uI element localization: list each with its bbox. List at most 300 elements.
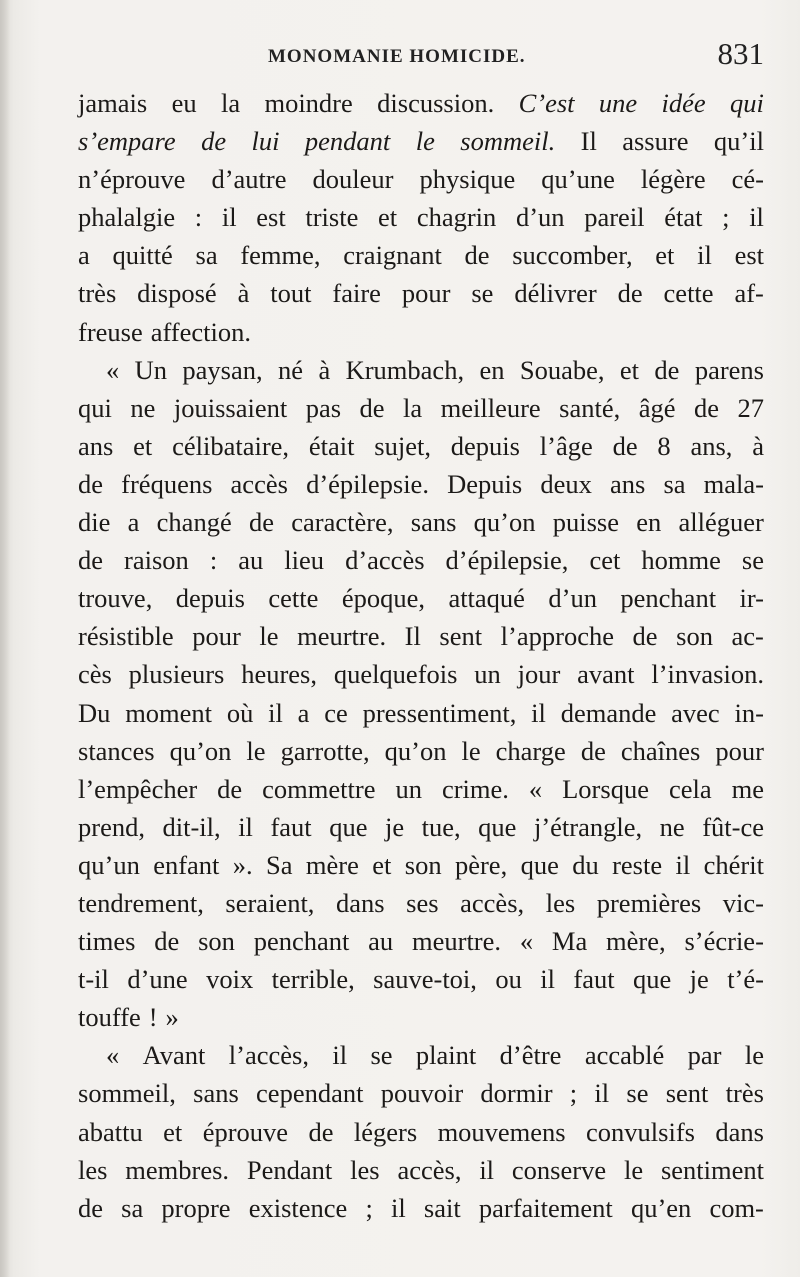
word: de [694, 392, 720, 423]
word: d’épilepsie, [445, 545, 569, 576]
word: triste [305, 202, 359, 233]
word: pareil [584, 202, 645, 233]
word: quitté [112, 240, 173, 271]
word: chérit [703, 849, 764, 880]
word: état [664, 202, 703, 233]
word: Sa [266, 849, 293, 880]
word: et [655, 240, 675, 271]
word: les [545, 887, 576, 918]
word: Ma [551, 926, 588, 957]
page-gutter-shadow [0, 0, 10, 1277]
running-head: MONOMANIE HOMICIDE. [268, 46, 526, 67]
word: pas [305, 392, 342, 423]
word: ». [232, 849, 253, 880]
word: de [617, 278, 643, 309]
word: sent [439, 621, 483, 652]
word: qui [730, 88, 764, 118]
word: voix [206, 964, 254, 995]
text-line [78, 313, 764, 351]
word: qu’il [713, 126, 764, 157]
word: depuis [175, 583, 245, 614]
word: à [237, 278, 250, 309]
word: conserve [511, 1154, 607, 1185]
word: l’âge [539, 430, 593, 461]
text-line [78, 1189, 764, 1227]
text-line [78, 884, 764, 922]
word: Avant [142, 1040, 206, 1071]
word: raison [124, 545, 189, 576]
word: cet [589, 545, 621, 576]
word: freuse [78, 316, 143, 347]
page-number: 831 [717, 36, 764, 71]
word: craignant [343, 240, 442, 271]
word: de [308, 1116, 334, 1147]
word: un [474, 659, 501, 690]
word: premières [596, 887, 702, 918]
word: il [221, 202, 237, 233]
word: en [479, 354, 505, 385]
word: se [741, 545, 764, 576]
word: ac- [731, 621, 764, 652]
word: d’autre [211, 164, 287, 195]
word: cès [78, 659, 112, 690]
word: fût-ce [702, 811, 764, 842]
word: de [580, 735, 606, 766]
word: ; [365, 1192, 373, 1223]
word: existence [248, 1192, 348, 1223]
word: ans [78, 430, 114, 461]
word: la [403, 392, 423, 423]
word: convulsifs [586, 1116, 695, 1147]
word: une [598, 88, 638, 118]
word: au [368, 926, 394, 957]
word: de [464, 240, 490, 271]
word: se [626, 1078, 649, 1109]
word: où [226, 697, 254, 728]
word: ne [659, 811, 685, 842]
word: se [471, 278, 494, 309]
word: 27 [737, 392, 764, 423]
word: ; [569, 1078, 578, 1109]
word: stances [78, 735, 155, 766]
word: jour [517, 659, 561, 690]
word: Lorsque [562, 773, 649, 804]
text-line [78, 427, 764, 465]
word: délivrer [514, 278, 597, 309]
text-line [78, 1151, 764, 1189]
word: chaînes [620, 735, 701, 766]
word: pendant [304, 126, 391, 157]
word: puisse [552, 507, 619, 538]
word: l’accès, [228, 1040, 309, 1071]
word: tendrement, [78, 887, 204, 918]
word: alléguer [678, 507, 764, 538]
word: son [676, 621, 713, 652]
text-line [78, 579, 764, 617]
word: deux [540, 468, 592, 499]
word: touffe [78, 1002, 141, 1033]
body-text [78, 84, 764, 1227]
word: sa [663, 468, 686, 499]
word: et [163, 1116, 183, 1147]
word: ir- [739, 583, 764, 614]
word: accès [230, 468, 288, 499]
word: le [246, 735, 266, 766]
word: : [209, 545, 218, 576]
word: sa [121, 1192, 144, 1223]
word: cé- [731, 164, 764, 195]
word: penchant [620, 583, 717, 614]
text-line [78, 274, 764, 312]
word: t-il [78, 964, 109, 995]
word: dit-il, [162, 811, 221, 842]
text-line [78, 1074, 764, 1112]
word: d’un [548, 583, 597, 614]
word: ! [148, 1002, 158, 1033]
word: douleur [312, 164, 394, 195]
word: in- [734, 697, 764, 728]
word: en [636, 507, 662, 538]
word: faut [573, 964, 615, 995]
word: n’éprouve [78, 164, 186, 195]
word: les [350, 1154, 380, 1185]
word: très [78, 278, 117, 309]
text-line [78, 503, 764, 541]
word: la [220, 88, 241, 118]
word: que [329, 811, 368, 842]
word: penchant [253, 926, 350, 957]
word: : [194, 202, 203, 233]
word: il [531, 697, 546, 728]
word: fréquens [121, 468, 213, 499]
word: d’un [515, 202, 565, 233]
word: époque, [341, 583, 425, 614]
word: l’empêcher [78, 773, 198, 804]
word: que [520, 849, 559, 880]
word: son [404, 849, 442, 880]
word: sans [193, 1078, 239, 1109]
word: plusieurs [128, 659, 225, 690]
text-line [78, 655, 764, 693]
word: demande [560, 697, 657, 728]
word: il [594, 1078, 610, 1109]
word: membres. [125, 1154, 230, 1185]
word: est [256, 202, 286, 233]
word: cela [668, 773, 712, 804]
word: qu’on [473, 507, 536, 538]
word: t’é- [727, 964, 764, 995]
word: par [687, 1040, 722, 1071]
text-line [78, 922, 764, 960]
text-line [78, 694, 764, 732]
word: de [78, 1192, 104, 1223]
word: jouissaient [173, 392, 288, 423]
word: d’une [127, 964, 188, 995]
word: santé, [559, 392, 621, 423]
word: ses [406, 887, 439, 918]
word: faire [332, 278, 381, 309]
word: sommeil. [460, 126, 556, 157]
text-line [78, 465, 764, 503]
word: il [391, 1192, 406, 1223]
word: sans [410, 507, 457, 538]
word: jamais [78, 88, 148, 118]
word: times [78, 926, 136, 957]
word: chagrin [416, 202, 497, 233]
word: moment [125, 697, 213, 728]
word: et [133, 430, 153, 461]
word: né [278, 354, 304, 385]
word: qui [78, 392, 112, 423]
word: les [78, 1154, 108, 1185]
word: pour [192, 621, 241, 652]
word: parfaitement [478, 1192, 613, 1223]
word: l’invasion. [651, 659, 764, 690]
word: assure [622, 126, 689, 157]
word: de [78, 545, 104, 576]
word: éprouve [202, 1116, 289, 1147]
word: que [632, 964, 672, 995]
word: et [372, 849, 392, 880]
word: le [623, 1154, 644, 1185]
word: meurtre. [297, 621, 387, 652]
word: die [78, 507, 111, 538]
word: Il [580, 126, 597, 157]
text-line [78, 998, 764, 1036]
word: discussion. [377, 88, 495, 118]
word: célibataire, [172, 430, 290, 461]
text-line [78, 351, 764, 389]
word: pour [715, 735, 764, 766]
word: s’empare [78, 126, 176, 157]
word: sentiment [660, 1154, 764, 1185]
word: sujet, [374, 430, 431, 461]
word: Il [404, 621, 421, 652]
word: 8 [657, 430, 671, 461]
word: est [734, 240, 764, 271]
word: terrible, [271, 964, 355, 995]
text-line [78, 846, 764, 884]
word: qu’un [78, 849, 140, 880]
word: et [378, 202, 398, 233]
text-line [78, 389, 764, 427]
word: de [248, 507, 274, 538]
word: de [632, 621, 658, 652]
word: » [165, 1002, 179, 1033]
word: ; [722, 202, 730, 233]
word: affection. [150, 316, 251, 347]
text-line [78, 808, 764, 846]
word: « [528, 773, 543, 804]
word: de [154, 926, 180, 957]
word: reste [612, 849, 663, 880]
word: Pendant [246, 1154, 333, 1185]
word: phalalgie [78, 202, 176, 233]
word: très [725, 1078, 764, 1109]
word: crime. [441, 773, 509, 804]
word: commettre [262, 773, 376, 804]
text-line [78, 1036, 764, 1074]
word: Un [134, 354, 168, 385]
word: sommeil, [78, 1078, 176, 1109]
text-line [78, 960, 764, 998]
word: je [384, 811, 405, 842]
word: il [268, 697, 283, 728]
word: qu’une [541, 164, 615, 195]
word: faut [270, 811, 312, 842]
word: heures, [241, 659, 317, 690]
word: garrotte, [280, 735, 370, 766]
word: à [318, 354, 331, 385]
word: légère [640, 164, 706, 195]
word: abattu [78, 1116, 143, 1147]
word: Krumbach, [345, 354, 465, 385]
word: accès, [397, 1154, 462, 1185]
word: dans [715, 1116, 764, 1147]
word: disposé [137, 278, 217, 309]
word: avec [671, 697, 720, 728]
word: accablé [584, 1040, 665, 1071]
word: il [675, 849, 691, 880]
word: physique [419, 164, 516, 195]
word: eu [171, 88, 197, 118]
word: tout [270, 278, 312, 309]
word: du [572, 849, 599, 880]
word: a [127, 507, 140, 538]
word: meurtre. [412, 926, 502, 957]
word: accès, [460, 887, 525, 918]
word: Du [78, 697, 111, 728]
word: femme, [240, 240, 321, 271]
word: le [461, 735, 481, 766]
word: cette [268, 583, 319, 614]
word: ans [609, 468, 646, 499]
word: tue, [421, 811, 461, 842]
word: lui [251, 126, 280, 157]
word: enfant [153, 849, 220, 880]
word: l’approche [500, 621, 614, 652]
word: il [332, 1040, 348, 1071]
word: au [238, 545, 264, 576]
word: il [697, 240, 712, 271]
word: d’être [499, 1040, 562, 1071]
text-line [78, 770, 764, 808]
word: « [519, 926, 534, 957]
word: résistible [78, 621, 174, 652]
word: sa [195, 240, 218, 271]
text-line [78, 236, 764, 274]
word: trouve, [78, 583, 153, 614]
word: « [106, 1040, 120, 1071]
word: lieu [284, 545, 325, 576]
word: de [217, 773, 243, 804]
word: mouvemens [437, 1116, 566, 1147]
word: un [395, 773, 422, 804]
word: vic- [722, 887, 764, 918]
word: Souabe, [519, 354, 605, 385]
word: d’épilepsie. [306, 468, 429, 499]
word: « [106, 354, 120, 385]
text-line [78, 541, 764, 579]
word: idée [661, 88, 706, 118]
word: plaint [415, 1040, 477, 1071]
word: sauve-toi, [373, 964, 477, 995]
word: cependant [256, 1078, 364, 1109]
word: légers [353, 1116, 418, 1147]
word: moindre [264, 88, 353, 118]
word: prend, [78, 811, 145, 842]
word: il [479, 1154, 495, 1185]
text-line [78, 1113, 764, 1151]
word: se [370, 1040, 393, 1071]
text-line [78, 160, 764, 198]
word: mala- [703, 468, 764, 499]
word: de [201, 126, 227, 157]
text-line [78, 732, 764, 770]
word: depuis [450, 430, 520, 461]
word: âgé [638, 392, 676, 423]
word: de [78, 468, 104, 499]
word: il [540, 964, 555, 995]
word: homme [641, 545, 721, 576]
word: seraient, [225, 887, 315, 918]
word: son [198, 926, 235, 957]
word: parens [694, 354, 764, 385]
word: Depuis [447, 468, 523, 499]
word: de [654, 354, 680, 385]
word: mère [305, 849, 359, 880]
text-line [78, 122, 764, 160]
word: de [359, 392, 385, 423]
text-line [78, 617, 764, 655]
word: j’étrangle, [533, 811, 643, 842]
word: était [308, 430, 355, 461]
word: changé [156, 507, 232, 538]
word: succomber, [512, 240, 633, 271]
page-header [78, 36, 764, 80]
word: pressentiment, [362, 697, 517, 728]
word: je [689, 964, 709, 995]
word: avant [577, 659, 635, 690]
word: il [238, 811, 253, 842]
word: paysan, [182, 354, 263, 385]
word: quelquefois [333, 659, 458, 690]
word: pouvoir [380, 1078, 464, 1109]
word: a [297, 697, 310, 728]
word: sent [665, 1078, 709, 1109]
text-line [78, 198, 764, 236]
word: qu’en [630, 1192, 692, 1223]
word: mère, [606, 926, 666, 957]
word: ne [130, 392, 156, 423]
word: d’accès [345, 545, 425, 576]
text-line [78, 84, 764, 122]
word: ce [324, 697, 348, 728]
word: le [259, 621, 279, 652]
word: C’est [518, 88, 575, 118]
word: et [619, 354, 640, 385]
word: s’écrie- [684, 926, 764, 957]
word: dormir [480, 1078, 553, 1109]
word: que [478, 811, 517, 842]
word: meilleure [440, 392, 541, 423]
word: af- [734, 278, 764, 309]
word: cette [663, 278, 714, 309]
word: le [415, 126, 435, 157]
word: sait [423, 1192, 461, 1223]
word: me [731, 773, 764, 804]
word: ou [495, 964, 522, 995]
